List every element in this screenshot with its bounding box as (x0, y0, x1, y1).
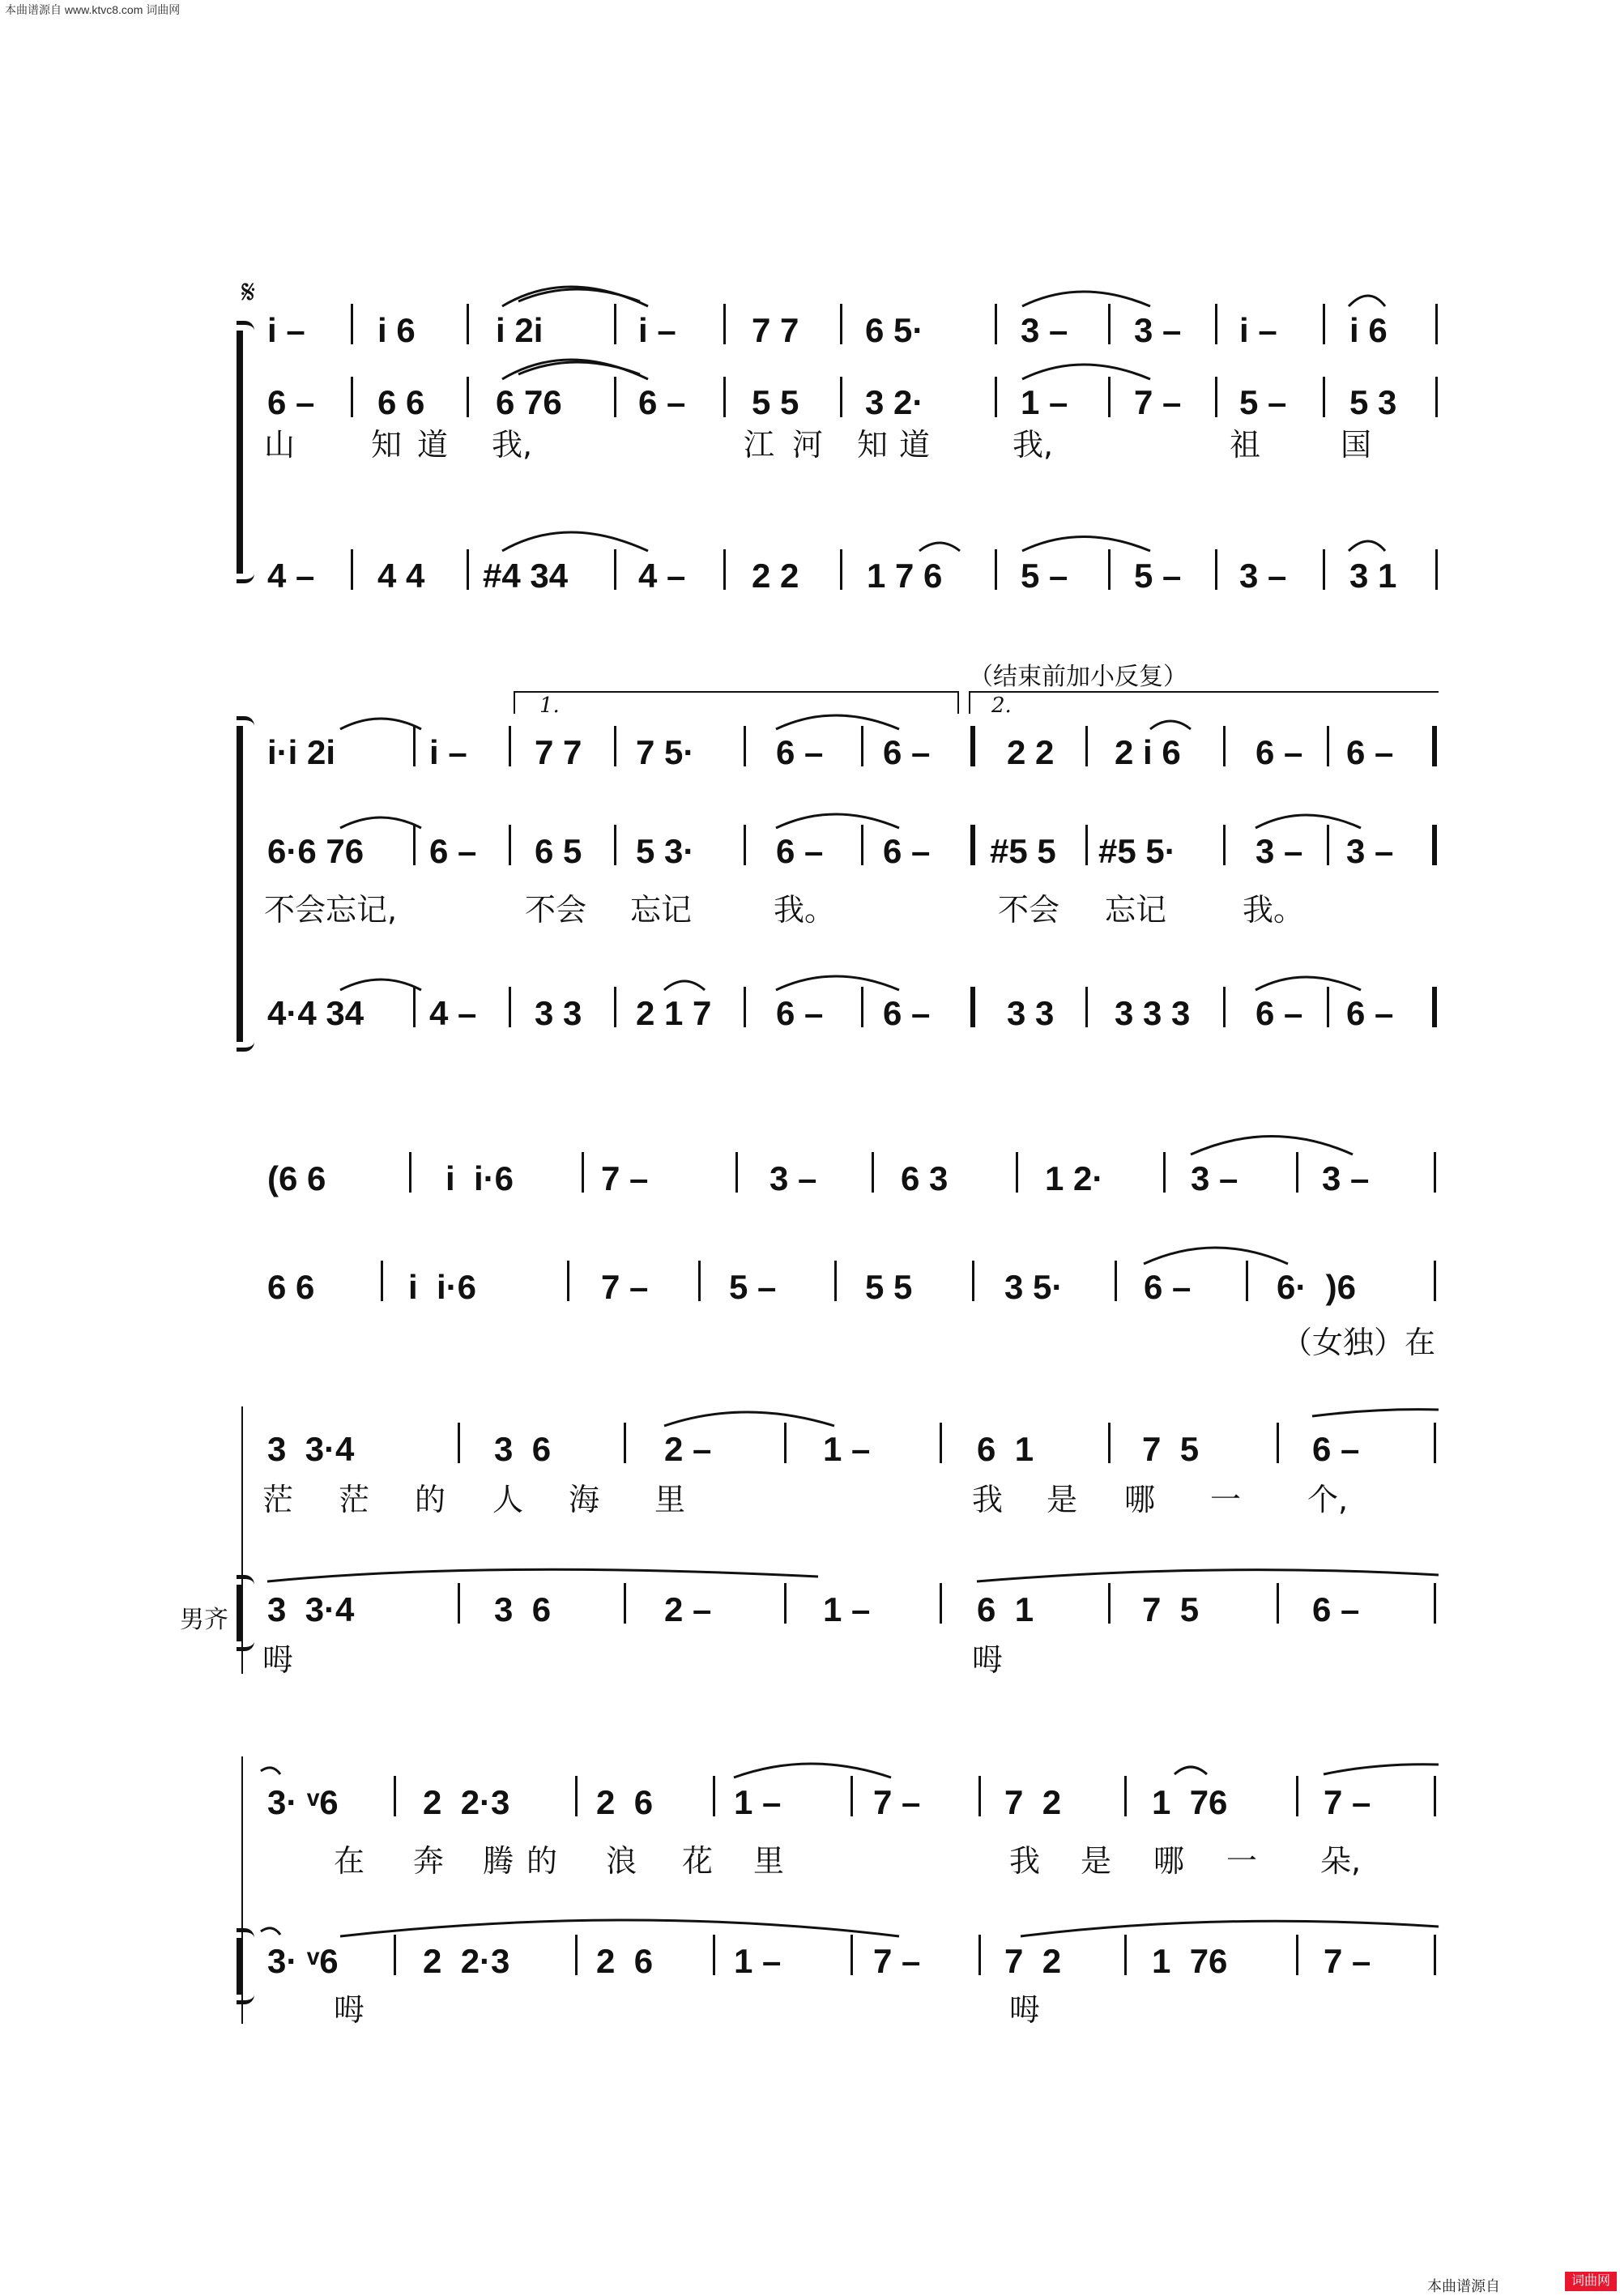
lyric: 的 (415, 1482, 446, 1517)
measure: 6 – (883, 994, 931, 1032)
lyric: 一 (1210, 1482, 1242, 1517)
measure: 4 – (638, 557, 686, 595)
measure: 5 5 (752, 383, 799, 421)
lyric: 呣 (972, 1642, 1004, 1678)
slur (340, 979, 421, 990)
lyric: 呣 (262, 1642, 294, 1678)
measure: 6 3 (901, 1159, 949, 1197)
measure: 2 2 (752, 557, 799, 595)
lyric: 道 (417, 427, 449, 463)
measure: 1 – (734, 1783, 782, 1821)
measure: 4·4 34 (267, 994, 364, 1032)
measure: 6 – (776, 733, 824, 771)
lyric: 海 (569, 1482, 600, 1517)
lyric: 腾 (483, 1843, 514, 1879)
measure: 6 6 (267, 1268, 315, 1306)
slur (502, 532, 648, 551)
lyric: 奔 (413, 1843, 445, 1879)
slur (1022, 537, 1150, 552)
measure: 2 6 (596, 1783, 654, 1821)
slur (1144, 1248, 1288, 1264)
measure: 1 76 (1152, 1942, 1228, 1980)
lyric: 忘记 (1105, 892, 1167, 928)
lyric: 人 (492, 1482, 524, 1517)
measure: 6· )6 (1277, 1268, 1357, 1306)
measure: 3 5· (1004, 1268, 1064, 1306)
measure: 6 5· (865, 311, 924, 349)
measure: 4 – (267, 557, 315, 595)
repeat-annotation: （结束前加小反复） (969, 663, 1187, 691)
measure: 2 2·3 (423, 1942, 510, 1980)
slur (1349, 541, 1385, 551)
measure: 6 – (883, 832, 931, 870)
measure: 3 – (1346, 832, 1394, 870)
lyric: 一 (1226, 1843, 1258, 1879)
measure: 3 – (1191, 1159, 1238, 1197)
measure: 3 3·4 (267, 1430, 355, 1468)
lyric: 我, (492, 427, 533, 463)
measure: 2 6 (596, 1942, 654, 1980)
measure: 2 – (664, 1430, 712, 1468)
measure: 3 – (1134, 311, 1182, 349)
slur (261, 1928, 280, 1935)
measure: 7 – (1134, 383, 1182, 421)
measure: 7 – (601, 1268, 649, 1306)
measure: 4 – (429, 994, 477, 1032)
measure: 7 2 (1004, 1783, 1062, 1821)
measure: 6 – (1346, 733, 1394, 771)
measure: 7 – (601, 1159, 649, 1197)
measure: 7 – (1324, 1942, 1371, 1980)
measure: 7 – (873, 1942, 921, 1980)
measure: 7 5 (1142, 1430, 1200, 1468)
measure: 3 3 (1007, 994, 1055, 1032)
measure: 6 1 (977, 1590, 1034, 1628)
measure: 3 – (1322, 1159, 1370, 1197)
lyric: 道 (899, 427, 931, 463)
slur (1349, 296, 1385, 306)
measure: 5 5 (865, 1268, 913, 1306)
measure: 6 5 (535, 832, 582, 870)
measure: #5 5· (1098, 832, 1176, 870)
measure: 2 1 7 (636, 994, 712, 1032)
lyric: 里 (654, 1482, 686, 1517)
measure: 7 5 (1142, 1590, 1200, 1628)
measure: 3· ᵛ6 (267, 1783, 339, 1821)
measure: 3 – (1256, 832, 1303, 870)
measure: 7 7 (752, 311, 799, 349)
measure: 5 – (1021, 557, 1068, 595)
measure: 5 – (1239, 383, 1287, 421)
measure: 7 – (1324, 1783, 1371, 1821)
lyric: 河 (792, 427, 824, 463)
measure: 6 – (1144, 1268, 1192, 1306)
slur (1324, 1765, 1439, 1774)
measure: 1 7 6 (867, 557, 943, 595)
slur (1174, 1767, 1207, 1774)
slur (919, 543, 960, 551)
lyric: 我。 (774, 892, 836, 928)
measure: i 6 (1349, 311, 1388, 349)
header-source-text: 本曲谱源自 www.ktvc8.com 词曲网 (5, 3, 181, 16)
measure: 4 4 (377, 557, 425, 595)
lyric: 花 (682, 1843, 714, 1879)
measure: 3 6 (494, 1430, 552, 1468)
segno-icon: 𝄋 (241, 274, 256, 311)
slur (1256, 977, 1361, 990)
measure: 3 1 (1349, 557, 1397, 595)
slur (340, 1920, 899, 1936)
measure: 2 2·3 (423, 1783, 510, 1821)
measure: 6 – (638, 383, 686, 421)
slur (776, 715, 899, 729)
measure: 3 – (770, 1159, 817, 1197)
measure: 3 3·4 (267, 1590, 355, 1628)
measure: 7 7 (535, 733, 582, 771)
measure: 7 2 (1004, 1942, 1062, 1980)
measure: 1 – (734, 1942, 782, 1980)
measure: 3 – (1021, 311, 1068, 349)
volta-2-label: 2. (991, 693, 1012, 718)
measure: 7 – (873, 1783, 921, 1821)
lyric: 国 (1341, 427, 1372, 463)
measure: 1 – (823, 1430, 871, 1468)
measure: i i·6 (446, 1159, 514, 1197)
measure: i·i 2i (267, 733, 336, 771)
lyric: 不会 (525, 892, 587, 928)
measure: 2 i 6 (1115, 733, 1181, 771)
lyric: 不会 (998, 892, 1060, 928)
measure: 5 3· (636, 832, 695, 870)
measure: 6 1 (977, 1430, 1034, 1468)
measure: 3 6 (494, 1590, 552, 1628)
measure: i – (1239, 311, 1277, 349)
lyric: 朵, (1320, 1843, 1362, 1879)
measure: 5 3 (1349, 383, 1397, 421)
measure: 7 5· (636, 733, 695, 771)
slur (1021, 1921, 1439, 1936)
slur (776, 976, 899, 990)
lyric: 祖 (1230, 427, 1261, 463)
measure: 6·6 76 (267, 832, 364, 870)
measure: 6 – (776, 832, 824, 870)
measure: 3 2· (865, 383, 924, 421)
measure: 3 – (1239, 557, 1287, 595)
lyric: 知 (857, 427, 889, 463)
measure: (6 6 (267, 1159, 326, 1197)
lyric: 呣 (1009, 1992, 1041, 2028)
lyric: 我 (972, 1482, 1004, 1517)
lyric: 呣 (334, 1992, 365, 2028)
slur (776, 814, 899, 828)
slur (664, 1412, 834, 1426)
lyric: 哪 (1124, 1482, 1156, 1517)
measure: 3 3 3 (1115, 994, 1191, 1032)
lyric: 里 (753, 1843, 785, 1879)
slur (1150, 721, 1191, 729)
measure: 6 – (1346, 994, 1394, 1032)
lyric: 我 (1009, 1843, 1041, 1879)
measure: i – (429, 733, 467, 771)
part-label-men: 男齐 (180, 1606, 228, 1634)
slur (1022, 365, 1150, 379)
slur (734, 1764, 891, 1777)
measure: 6 – (429, 832, 477, 870)
measure: 6 – (1256, 994, 1303, 1032)
measure: i 2i (496, 311, 544, 349)
lyric: 山 (264, 427, 296, 463)
measure: #5 5 (990, 832, 1056, 870)
lyric: 哪 (1153, 1843, 1185, 1879)
lyric: 知 (371, 427, 403, 463)
site-logo: 词曲网 (1565, 2272, 1617, 2291)
footer-source-text: 本曲谱源自 (1427, 2278, 1500, 2294)
slur (340, 719, 421, 729)
slur (1022, 292, 1150, 306)
volta-1-label: 1. (539, 693, 560, 718)
measure: 2 2 (1007, 733, 1055, 771)
measure: i i·6 (408, 1268, 477, 1306)
measure: 5 – (1134, 557, 1182, 595)
slur (1191, 1137, 1353, 1155)
measure: 1 76 (1152, 1783, 1228, 1821)
measure: 6 – (776, 994, 824, 1032)
slur (261, 1768, 280, 1774)
slur (977, 1570, 1439, 1581)
measure: i – (638, 311, 676, 349)
lyric: 我。 (1243, 892, 1305, 928)
measure: 6 – (267, 383, 315, 421)
measure: 6 76 (496, 383, 562, 421)
lyric: 江 (744, 427, 775, 463)
measure: 1 – (823, 1590, 871, 1628)
lyric: 的 (526, 1843, 558, 1879)
slur (267, 1569, 818, 1581)
lyric: 在 (334, 1843, 365, 1879)
lyric: 茫 (262, 1482, 294, 1517)
slur (664, 981, 705, 990)
slur (1312, 1410, 1439, 1416)
measure: 3· ᵛ6 (267, 1942, 339, 1980)
measure: #4 34 (483, 557, 569, 595)
lyric: 是 (1081, 1843, 1112, 1879)
lyric: 不会忘记, (264, 892, 398, 928)
lyric: 浪 (606, 1843, 637, 1879)
measure: i – (267, 311, 305, 349)
measure: i 6 (377, 311, 416, 349)
measure: 6 – (1312, 1430, 1360, 1468)
slur (340, 817, 421, 828)
measure: 6 – (1256, 733, 1303, 771)
lyric: 我, (1013, 427, 1054, 463)
measure: 6 – (883, 733, 931, 771)
lyric: 个, (1307, 1482, 1349, 1517)
solo-label: （女独）在 (1281, 1325, 1436, 1360)
lyric: 是 (1047, 1482, 1078, 1517)
measure: 5 – (729, 1268, 777, 1306)
measure: 1 2· (1045, 1159, 1104, 1197)
lyric: 茫 (339, 1482, 370, 1517)
lyric: 忘记 (630, 892, 693, 928)
measure: 6 – (1312, 1590, 1360, 1628)
measure: 2 – (664, 1590, 712, 1628)
measure: 1 – (1021, 383, 1068, 421)
measure: 3 3 (535, 994, 582, 1032)
measure: 6 6 (377, 383, 425, 421)
slur (1256, 815, 1361, 828)
